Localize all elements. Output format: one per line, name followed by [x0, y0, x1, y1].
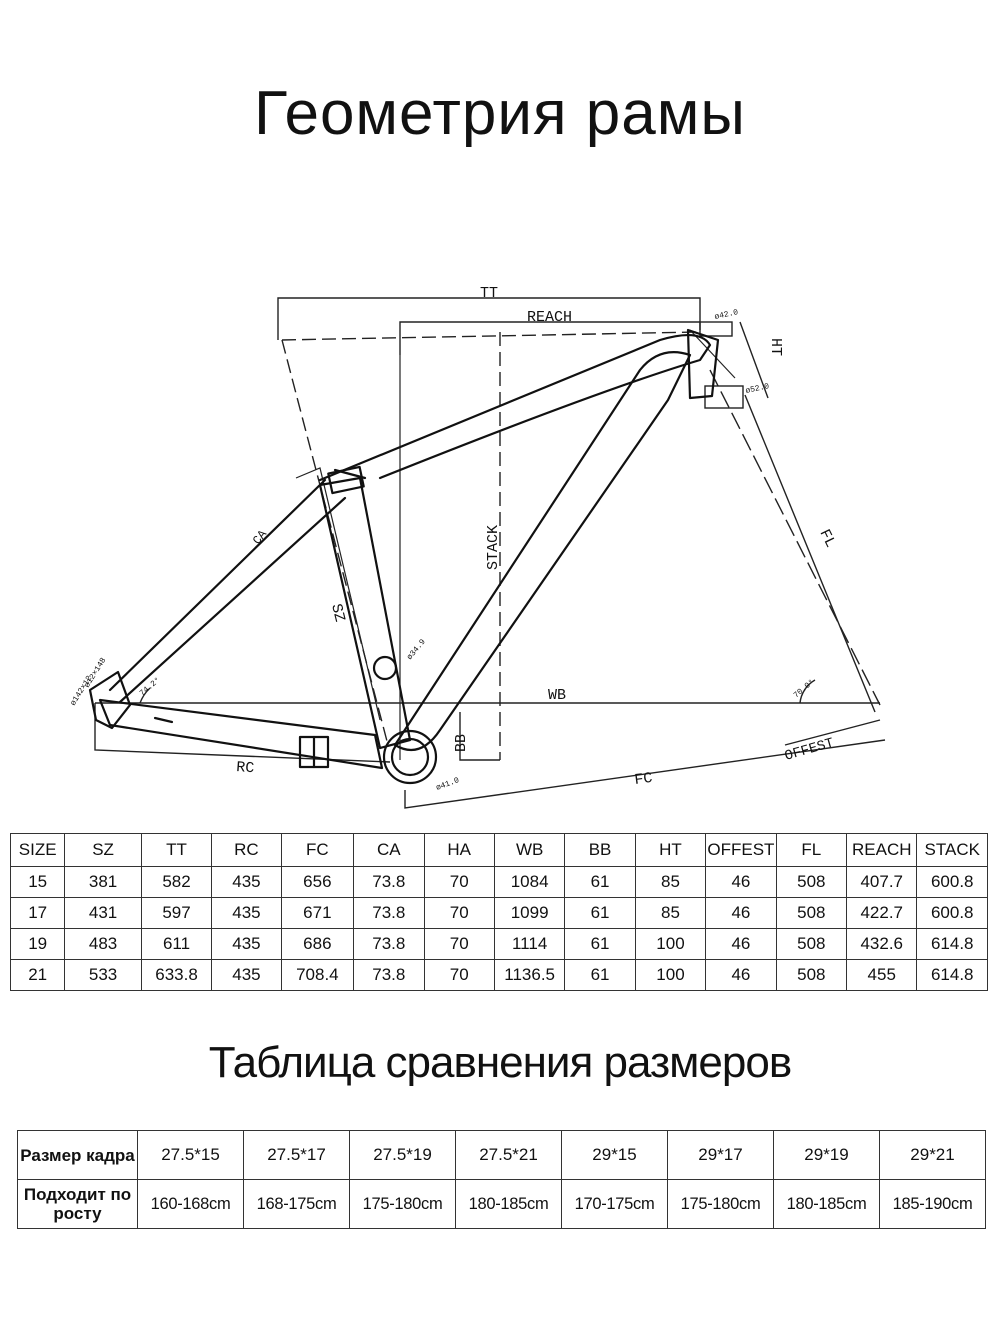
geometry-cell: 432.6 [847, 929, 917, 960]
height-range-cell: 175-180cm [668, 1180, 774, 1229]
geometry-cell: 1099 [494, 898, 564, 929]
tt-dimension-line [278, 298, 700, 340]
chain-stay [100, 700, 382, 768]
geometry-cell: 61 [565, 929, 635, 960]
header-cell: OFFEST [706, 834, 776, 867]
fork-axis [710, 370, 880, 705]
frame-size-header: Размер кадра [18, 1131, 138, 1180]
ht-label: HT [767, 338, 784, 357]
sz-label: SZ [327, 602, 349, 624]
geometry-cell: 686 [281, 929, 353, 960]
geometry-cell: 435 [212, 960, 281, 991]
geometry-row [11, 867, 988, 898]
geometry-cell: 70 [424, 929, 494, 960]
geometry-cell: 70 [424, 898, 494, 929]
geometry-cell: 533 [65, 960, 141, 991]
bb-diameter: ø41.0 [434, 776, 461, 793]
geometry-cell: 435 [212, 867, 281, 898]
header-cell: CA [354, 834, 424, 867]
height-header: Подходит по росту [18, 1180, 138, 1229]
geometry-cell: 19 [11, 929, 65, 960]
geometry-cell: 435 [212, 929, 281, 960]
offset-label: OFFEST [782, 735, 836, 765]
tt-dashed-guide [282, 332, 700, 340]
header-cell: SZ [65, 834, 141, 867]
geometry-cell: 73.8 [354, 867, 424, 898]
geometry-cell: 100 [635, 960, 705, 991]
geometry-cell: 61 [565, 960, 635, 991]
height-range-cell: 185-190cm [880, 1180, 986, 1229]
geometry-cell: 422.7 [847, 898, 917, 929]
rc-dimension-line [95, 703, 390, 762]
geometry-cell: 455 [847, 960, 917, 991]
frame-size-cell: 27.5*17 [244, 1131, 350, 1180]
geometry-cell: 61 [565, 898, 635, 929]
geometry-cell: 21 [11, 960, 65, 991]
ca-label: CA [250, 527, 271, 548]
frame-size-cell: 29*21 [880, 1131, 986, 1180]
geometry-row [11, 960, 988, 991]
height-range-cell: 180-185cm [774, 1180, 880, 1229]
geometry-cell: 600.8 [917, 867, 988, 898]
geometry-cell: 633.8 [141, 960, 211, 991]
frame-size-cell: 27.5*21 [456, 1131, 562, 1180]
size-comparison-table [17, 1130, 986, 1229]
geometry-cell: 85 [635, 898, 705, 929]
geometry-cell: 381 [65, 867, 141, 898]
height-range-cell: 175-180cm [350, 1180, 456, 1229]
geometry-row [11, 898, 988, 929]
geometry-cell: 73.8 [354, 898, 424, 929]
geometry-cell: 597 [141, 898, 211, 929]
geometry-cell: 46 [706, 960, 776, 991]
seat-tube-diameter: ø34.9 [405, 637, 428, 662]
reach-label: REACH [527, 309, 573, 326]
header-cell: BB [565, 834, 635, 867]
header-cell: WB [494, 834, 564, 867]
geometry-cell: 614.8 [917, 929, 988, 960]
frame-size-cell: 27.5*19 [350, 1131, 456, 1180]
header-cell: FC [281, 834, 353, 867]
frame-size-cell: 29*17 [668, 1131, 774, 1180]
fork-length-line [745, 395, 875, 712]
frame-geometry-diagram [0, 270, 1000, 810]
geometry-cell: 611 [141, 929, 211, 960]
geometry-table [10, 833, 988, 991]
geometry-cell: 46 [706, 898, 776, 929]
geometry-cell: 1114 [494, 929, 564, 960]
geometry-cell: 600.8 [917, 898, 988, 929]
fl-label: FL [815, 526, 839, 551]
head-tube [688, 330, 718, 398]
header-cell: HT [635, 834, 705, 867]
height-range-cell: 168-175cm [244, 1180, 350, 1229]
geometry-cell: 656 [281, 867, 353, 898]
frame-size-cell: 29*19 [774, 1131, 880, 1180]
geometry-cell: 1084 [494, 867, 564, 898]
geometry-cell: 15 [11, 867, 65, 898]
wb-label: WB [548, 687, 567, 704]
ht-bottom-diameter: ø52.0 [744, 382, 771, 396]
geometry-cell: 435 [212, 898, 281, 929]
frame-size-cell: 29*15 [562, 1131, 668, 1180]
size-comparison-title: Таблица сравнения размеров [208, 1038, 792, 1087]
top-tube [320, 335, 710, 480]
page-title: Геометрия рамы [254, 79, 746, 148]
seat-stay [110, 470, 365, 702]
header-cell: REACH [847, 834, 917, 867]
dropout-diameter: ø12×148 [82, 656, 109, 690]
geometry-cell: 508 [776, 898, 846, 929]
stack-label: STACK [485, 524, 502, 570]
geometry-cell: 100 [635, 929, 705, 960]
geometry-cell: 70 [424, 960, 494, 991]
header-cell: HA [424, 834, 494, 867]
tt-label: TT [480, 285, 499, 302]
geometry-cell: 431 [65, 898, 141, 929]
geometry-cell: 708.4 [281, 960, 353, 991]
geometry-cell: 46 [706, 867, 776, 898]
geometry-cell: 85 [635, 867, 705, 898]
frame-size-row [18, 1131, 986, 1180]
bb-label: BB [453, 733, 470, 752]
chainstay-angle: 74.2° [138, 675, 163, 699]
reach-dimension-line [400, 322, 700, 355]
geometry-cell: 61 [565, 867, 635, 898]
geometry-cell: 508 [776, 929, 846, 960]
seat-tube-bottle-boss [374, 657, 396, 679]
headset-cup-top [700, 322, 732, 336]
header-cell: TT [141, 834, 211, 867]
geometry-row [11, 929, 988, 960]
header-cell: SIZE [11, 834, 65, 867]
height-range-cell: 180-185cm [456, 1180, 562, 1229]
geometry-header-row [11, 834, 988, 867]
geometry-cell: 17 [11, 898, 65, 929]
geometry-cell: 1136.5 [494, 960, 564, 991]
geometry-cell: 508 [776, 867, 846, 898]
geometry-cell: 614.8 [917, 960, 988, 991]
height-range-cell: 160-168cm [138, 1180, 244, 1229]
header-cell: RC [212, 834, 281, 867]
fc-label: FC [633, 769, 654, 789]
geometry-cell: 671 [281, 898, 353, 929]
down-tube [395, 352, 690, 750]
geometry-cell: 407.7 [847, 867, 917, 898]
geometry-cell: 582 [141, 867, 211, 898]
geometry-cell: 70 [424, 867, 494, 898]
ha-angle: 70.0° [792, 677, 817, 701]
height-range-cell: 170-175cm [562, 1180, 668, 1229]
header-cell: FL [776, 834, 846, 867]
frame-size-cell: 27.5*15 [138, 1131, 244, 1180]
geometry-cell: 73.8 [354, 960, 424, 991]
geometry-cell: 73.8 [354, 929, 424, 960]
ht-top-diameter: ø42.0 [713, 308, 740, 322]
geometry-cell: 508 [776, 960, 846, 991]
dropout-left-diameter: ø142×12 [68, 674, 95, 708]
header-cell: STACK [917, 834, 988, 867]
geometry-cell: 483 [65, 929, 141, 960]
geometry-cell: 46 [706, 929, 776, 960]
rc-label: RC [235, 759, 255, 778]
height-row [18, 1180, 986, 1229]
